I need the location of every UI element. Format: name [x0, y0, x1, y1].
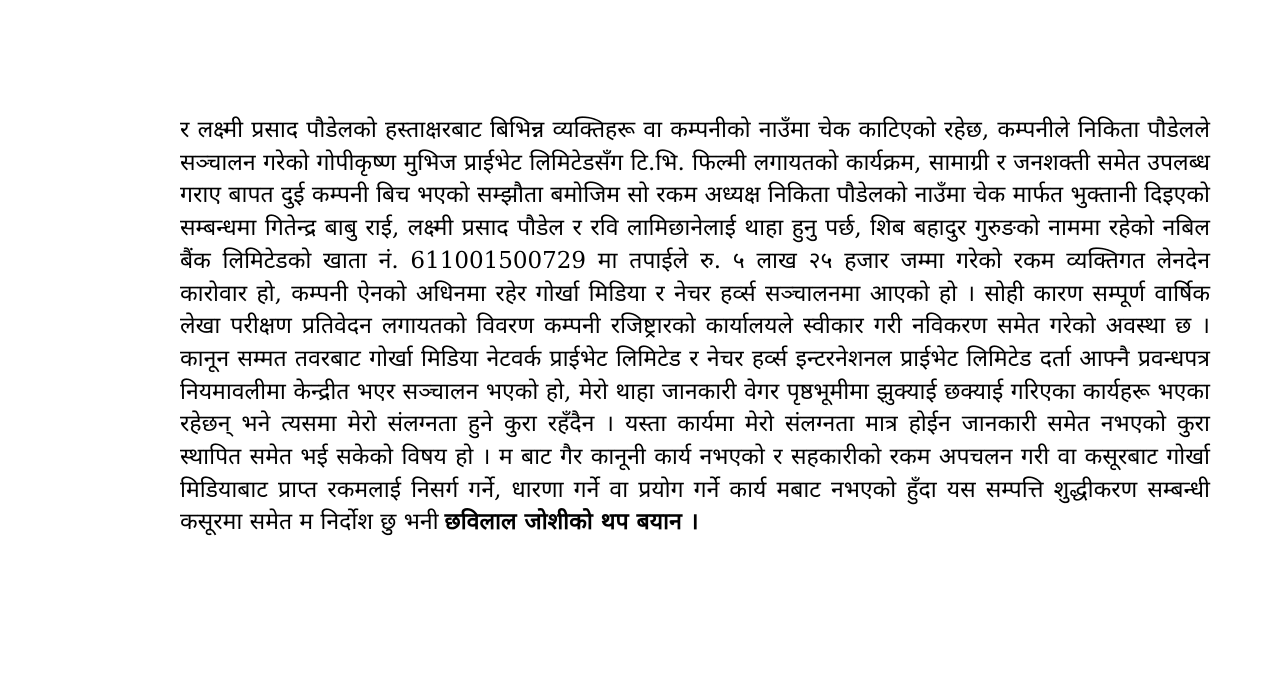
statement-paragraph	[180, 114, 1210, 539]
statement-body-text: र लक्ष्मी प्रसाद पौडेलको हस्ताक्षरबाट बिभिन्न व्यक्तिहरू वा कम्पनीको नाउँमा चेक काटिएको रहेछ, कम्पनीले निकिता पौडेलले सञ्चालन गरेको गोपीकृष्ण मुभिज प्राईभेट लिमिटेडसँग टि.भि. फिल्मी लगायतको कार्यक्रम, सामाग्री र जनशक्ती समेत उपलब्ध गराए बापत दुई कम्पनी बिच भएको सम्झौता बमोजिम सो रकम अध्यक्ष निकिता पौडेलको नाउँमा चेक मार्फत भुक्तानी दिइएको सम्बन्धमा गितेन्द्र बाबु राई, लक्ष्मी प्रसाद पौडेल र रवि लामिछानेलाई थाहा हुनु पर्छ, शिब बहादुर गुरुङको नाममा रहेको नबिल बैंक लिमिटेडको खाता नं. 611001500729 मा तपाईले रु. ५ लाख २५ हजार जम्मा गरेको रकम व्यक्तिगत लेनदेन कारोवार हो, कम्पनी ऐनको अधिनमा रहेर गोर्खा मिडिया र नेचर हर्व्स सञ्चालनमा आएको हो । सोही कारण सम्पूर्ण वार्षिक लेखा परीक्षण प्रतिवेदन लगायतको विवरण कम्पनी रजिष्ट्रारको कार्यालयले स्वीकार गरी नविकरण समेत गरेको अवस्था छ । कानून सम्मत तवरबाट गोर्खा मिडिया नेटवर्क प्राईभेट लिमिटेड र नेचर हर्व्स इन्टरनेशनल प्राईभेट लिमिटेड दर्ता आफ्नै प्रवन्धपत्र नियमावलीमा केन्द्रीत भएर सञ्चालन भएको हो, मेरो थाहा जानकारी वेगर पृष्ठभूमीमा झुक्याई छक्याई गरिएका कार्यहरू भएका रहेछन् भने त्यसमा मेरो संलग्नता हुने कुरा रहँदैन । यस्ता कार्यमा मेरो संलग्नता मात्र होईन जानकारी समेत नभएको कुरा स्थापित समेत भई सकेको विषय हो । म बाट गैर कानूनी कार्य नभएको र सहकारीको रकम अपचलन गरी वा कसूरबाट गोर्खा मिडियाबाट प्राप्त रकमलाई निसर्ग गर्ने, धारणा गर्ने वा प्रयोग गर्ने कार्य मबाट नभएको हुँदा यस सम्पत्ति शुद्धीकरण सम्बन्धी कसूरमा समेत म निर्दोश छु भनी	[180, 117, 1210, 536]
next-statement-heading: छविलाल जोशीको थप बयान ।	[444, 508, 699, 536]
